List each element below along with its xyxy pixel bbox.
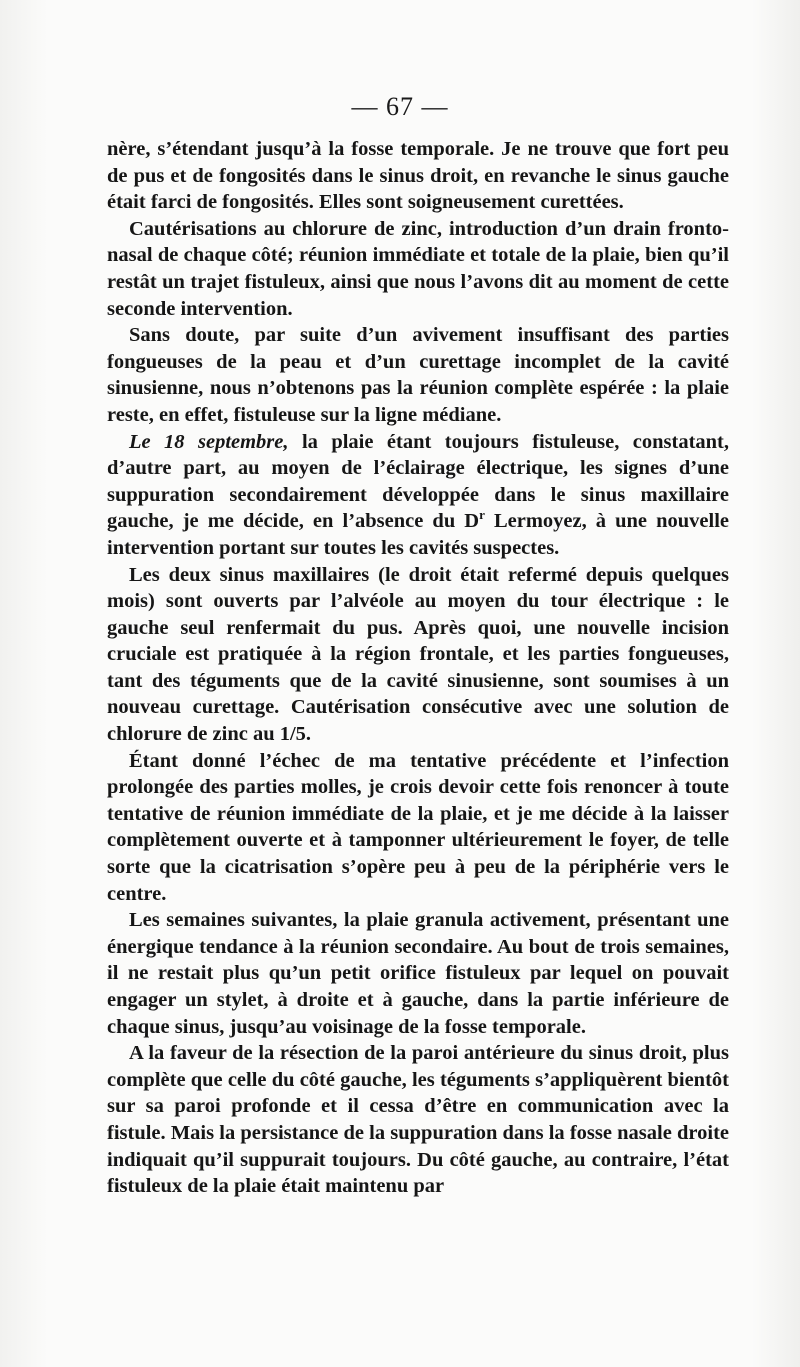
paragraph-1: nère, s’étendant jusqu’à la fosse temporale. Je ne trouve que fort peu de pus et de fongosités dans le sinus droit, en revanche le sinus gauche était farci de fongosités. Elles sont soigneusement curettées. (107, 138, 729, 214)
paragraph-5: Les deux sinus maxillaires (le droit était refermé depuis quelques mois) sont ouverts par l’alvéole au moyen du tour électrique : le gauche seul renfermait du pus. Après quoi, une nouvelle incision cruciale est pratiquée à la région frontale, et les parties fongueuses, tant des téguments que de la cavité sinusienne, sont soumises à un nouveau curettage. Cautérisation consécutive avec une solution de chlorure de zinc au 1/5. (107, 563, 729, 746)
paragraph-4 (107, 429, 729, 562)
date-phrase: Le 18 septembre, (129, 430, 289, 453)
paragraph-3: Sans doute, par suite d’un avivement insuffisant des parties fongueuses de la peau et d’un curettage incomplet de la cavité sinusienne, nous n’obtenons pas la réunion complète espérée : la plaie reste, en effet, fistuleuse sur la ligne médiane. (107, 324, 729, 426)
body-text (107, 136, 729, 1200)
paragraph-6: Étant donné l’échec de ma tentative précédente et l’infection prolongée des parties molles, je crois devoir cette fois renoncer à toute tentative de réunion immédiate de la plaie, et je me décide à la laisser complètement ouverte et à tamponner ultérieurement le foyer, de telle sorte que la cicatrisation s’opère peu à peu de la périphérie vers le centre. (107, 749, 729, 905)
paragraph-2: Cautérisations au chlorure de zinc, introduction d’un drain fronto-nasal de chaque côté; réunion immédiate et totale de la plaie, bien qu’il restât un trajet fistuleux, ainsi que nous l’avons dit au moment de cette seconde intervention. (107, 217, 729, 320)
paragraph-4-text-b: Lermoyez, à une nouvelle intervention portant sur toutes les cavités suspectes. (107, 510, 729, 559)
paragraph-4-text-a: la plaie étant toujours fistuleuse, constatant, d’autre part, au moyen de l’éclairage électrique, les signes d’une suppuration secondairement développée dans le sinus maxillaire gauche, je me décide, en l’absence du D (107, 430, 729, 533)
paragraph-7: Les semaines suivantes, la plaie granula activement, présentant une énergique tendance à la réunion secondaire. Au bout de trois semaines, il ne restait plus qu’un petit orifice fistuleux par lequel on pouvait engager un stylet, à droite et à gauche, dans la partie inférieure de chaque sinus, jusqu’au voisinage de la fosse temporale. (107, 909, 729, 1038)
doctor-abbrev-sup: r (479, 507, 485, 523)
page-number: — 67 — (351, 92, 449, 121)
paragraph-8: A la faveur de la résection de la paroi antérieure du sinus droit, plus complète que celle du côté gauche, les téguments s’appliquèrent bientôt sur sa paroi profonde et il cessa d’être en communication avec la fistule. Mais la persistance de la suppuration dans la fosse nasale droite indiquait qu’il suppurait toujours. Du côté gauche, au contraire, l’état fistuleux de la plaie était maintenu par (107, 1042, 729, 1198)
